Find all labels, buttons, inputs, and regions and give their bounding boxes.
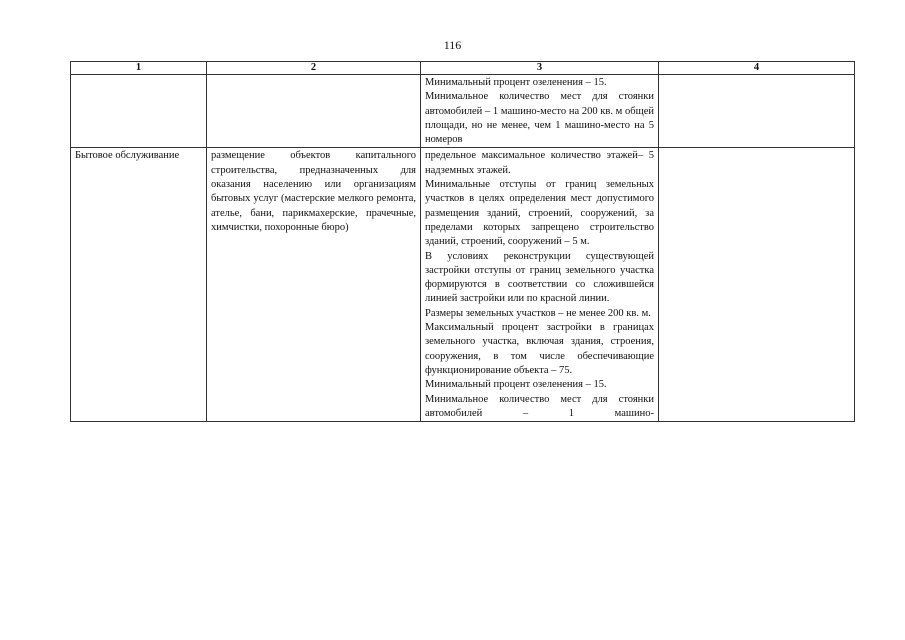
table-row [71, 75, 855, 148]
cell-use-name: Бытовое обслуживание [71, 148, 207, 422]
header-col-2: 2 [207, 62, 421, 75]
parameter-paragraph: Минимальный процент озеленения – 15. [425, 77, 607, 88]
parameter-paragraph: Минимальные отступы от границ земельных участков в целях определения мест допустимого размещения зданий, строений, сооружений, за пределами которых запрещено строительство зданий, строений, сооружений – 5 м. [425, 179, 654, 248]
parameter-paragraph: Размеры земельных участков – не менее 200 кв. м. [425, 307, 651, 319]
cell-restrictions [659, 148, 855, 422]
table-row [71, 148, 855, 422]
page-number: 116 [443, 38, 462, 52]
header-col-4: 4 [659, 62, 855, 75]
parameter-paragraph: В условиях реконструкции существующей застройки отступы от границ земельного участка формируются в соответствии со сложившейся линией застройки или по красной линии. [425, 250, 654, 305]
cell-use-description: размещение объектов капитального строительства, предназначенных для оказания населению или организациям бытовых услуг (мастерские мелкого ремонта, ателье, бани, парикмахерские, прачечные, химчистки, похоронные бюро) [207, 148, 421, 422]
cell-restrictions [659, 75, 855, 148]
parameter-paragraph: Максимальный процент застройки в границах земельного участка, включая здания, строения, сооружения, в том числе обеспечивающие функционирование объекта – 75. [425, 322, 654, 376]
parameter-paragraph: Минимальное количество мест для стоянки автомобилей – 1 машино- [425, 393, 654, 419]
parameter-paragraph: Минимальное количество мест для стоянки автомобилей – 1 машино-место на 200 кв. м общей площади, но не менее, чем 1 машино-место на 5 номеров [425, 91, 654, 146]
table-header-row [71, 62, 855, 75]
header-col-3: 3 [421, 62, 659, 75]
header-col-1: 1 [71, 62, 207, 75]
cell-use-name [71, 75, 207, 148]
parameter-paragraph: предельное максимальное количество этажей– 5 надземных этажей. [425, 150, 654, 176]
cell-parameters [421, 148, 659, 422]
cell-use-description [207, 75, 421, 148]
cell-parameters [421, 75, 659, 148]
parameter-paragraph: Минимальный процент озеленения – 15. [425, 379, 607, 391]
regulations-table [70, 61, 855, 422]
